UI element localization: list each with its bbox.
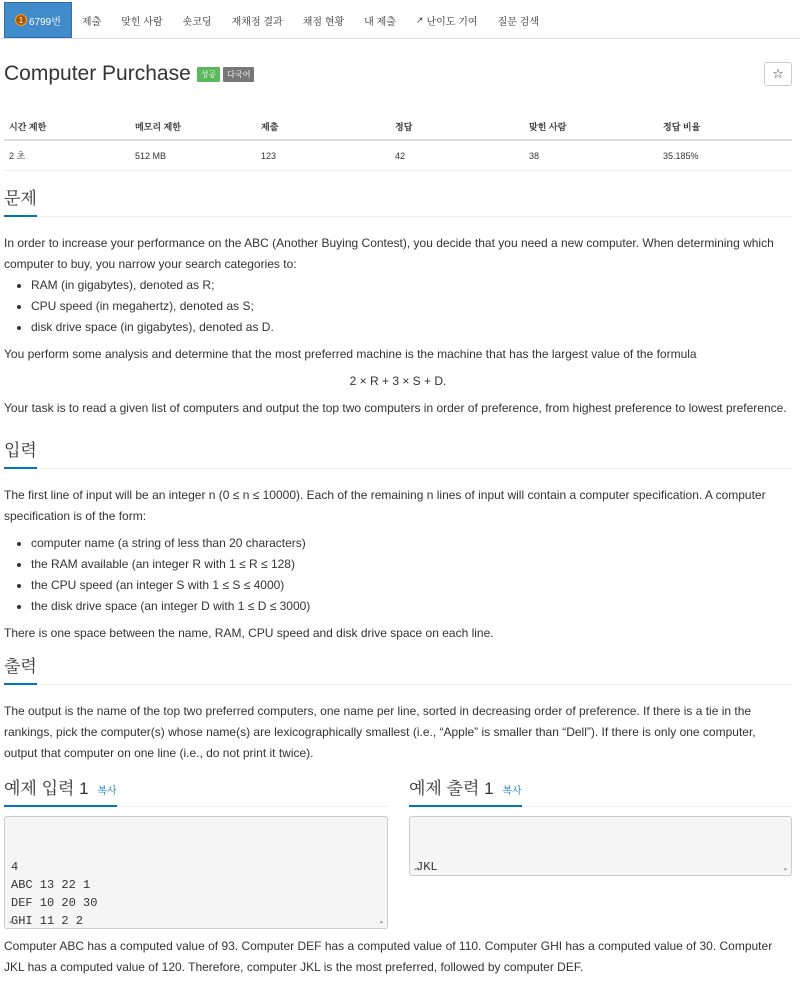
scroll-right-icon: ▸ (783, 866, 788, 874)
sample-input-title: 예제 입력 1 (4, 779, 89, 798)
list-item: • disk drive space (in gigabytes), denoted as D. (31, 317, 792, 338)
input-heading: 입력 (4, 436, 37, 469)
sample-output-box[interactable] (409, 816, 792, 876)
header-memory-limit: 메모리 제한 (130, 116, 256, 140)
input-paragraph: The first line of input will be an integer n (0 ≤ n ≤ 10000). Each of the remaining n lines of input will contain a computer specification. A computer specification is of the form: (4, 488, 766, 523)
scroll-right-icon: ▸ (379, 919, 384, 927)
tab-problem-label: 6799번 (29, 16, 61, 28)
star-icon: ☆ (772, 66, 784, 81)
success-badge: 성공 (197, 67, 220, 82)
tab-solved-users[interactable]: 맞힌 사람 (121, 16, 163, 28)
sample-output-title: 예제 출력 1 (409, 779, 494, 798)
tab-difficulty-label: 난이도 기여 (426, 16, 478, 28)
tab-status[interactable]: 채점 현황 (302, 16, 345, 28)
problem-nav (0, 0, 800, 40)
submissions-value: 123 (256, 140, 390, 171)
table-row (4, 140, 792, 171)
header-accepted: 정답 (390, 116, 524, 140)
problem-title: Computer Purchase (4, 62, 191, 85)
input-section (4, 436, 792, 644)
sample-input-box[interactable] (4, 816, 388, 929)
description-paragraph: Your task is to read a given list of computers and output the top two computers in order of preference, from highest preference to lowest preference. (4, 401, 787, 415)
time-limit-value: 2 초 (4, 140, 130, 171)
sample-output-header (409, 774, 792, 807)
tier-medal-icon: 1 (15, 14, 27, 26)
list-item: • CPU speed (in megahertz), denoted as S; (31, 296, 792, 317)
accepted-value: 42 (390, 140, 524, 171)
sample-note (4, 936, 792, 978)
category-list (31, 275, 792, 338)
list-item: • RAM (in gigabytes), denoted as R; (31, 275, 792, 296)
header-time-limit: 시간 제한 (4, 116, 130, 140)
header-accept-ratio: 정답 비율 (658, 116, 792, 140)
output-section (4, 652, 792, 764)
memory-limit-value: 512 MB (130, 140, 256, 171)
tab-my-submissions[interactable]: 내 제출 (364, 16, 396, 28)
scroll-left-icon: ◂ (413, 866, 418, 874)
sample-output-text: JKL (416, 860, 438, 874)
list-item: • computer name (a string of less than 20 characters) (31, 533, 792, 554)
description-paragraph: You perform some analysis and determine that the most preferred machine is the machine that has the largest value of the formula (4, 347, 697, 361)
favorite-button[interactable] (764, 62, 792, 86)
solved-users-value: 38 (524, 140, 658, 171)
formula: 2 × R + 3 × S + D. (349, 374, 447, 388)
external-link-icon: ↗ (415, 14, 424, 25)
horizontal-scrollbar[interactable] (410, 865, 791, 875)
tab-question-search[interactable]: 질문 검색 (497, 16, 539, 28)
description-heading: 문제 (4, 184, 37, 217)
sample-input-text: 4 ABC 13 22 1 DEF 10 20 30 GHI 11 2 2 (11, 860, 98, 928)
multilang-badge: 다국어 (223, 67, 254, 82)
copy-input-button[interactable]: 복사 (97, 786, 117, 797)
header-solved-users: 맞힌 사람 (524, 116, 658, 140)
list-item: • the disk drive space (an integer D with 1 ≤ D ≤ 3000) (31, 596, 792, 617)
tab-short-coding[interactable]: 숏코딩 (182, 16, 212, 28)
nav-divider (0, 38, 800, 39)
tab-submit[interactable]: 제출 (81, 16, 102, 28)
tab-difficulty-contribution[interactable] (406, 2, 488, 38)
sample-output-heading (409, 774, 522, 807)
output-heading: 출력 (4, 652, 37, 685)
scroll-left-icon: ◂ (8, 919, 13, 927)
header-submissions: 제출 (256, 116, 390, 140)
description-section (4, 184, 792, 419)
sample-input-header (4, 774, 388, 807)
sample-note-text: Computer ABC has a computed value of 93. Computer DEF has a computed value of 110. Computer GHI has a computed value of 30. Computer JKL has a computed value of 120. Therefore, computer JKL is the most preferred, followed by computer DEF. (4, 939, 773, 974)
horizontal-scrollbar[interactable] (5, 918, 387, 928)
problem-info-table (4, 116, 792, 171)
accept-ratio-value: 35.185% (658, 140, 792, 171)
spec-list (31, 533, 792, 617)
tab-rejudge-results[interactable]: 재채점 결과 (231, 16, 283, 28)
copy-output-button[interactable]: 복사 (502, 786, 522, 797)
input-paragraph: There is one space between the name, RAM, CPU speed and disk drive space on each line. (4, 626, 494, 640)
output-paragraph: The output is the name of the top two preferred computers, one name per line, sorted in decreasing order of preference. If there is a tie in the rankings, pick the computer(s) whose name(s) are lexicographically smallest (i.e., “Apple” is smaller than “Dell”). If there is only one computer, output that computer on one line (i.e., do not print it twice). (4, 704, 756, 760)
sample-input-heading (4, 774, 117, 807)
list-item: • the CPU speed (an integer S with 1 ≤ S ≤ 4000) (31, 575, 792, 596)
problem-title-row (4, 62, 254, 86)
tab-problem[interactable] (4, 2, 72, 38)
table-header-row (4, 116, 792, 140)
description-paragraph: In order to increase your performance on the ABC (Another Buying Contest), you decide that you need a new computer. When determining which computer to buy, you narrow your search categories to: (4, 236, 774, 271)
list-item: • the RAM available (an integer R with 1 ≤ R ≤ 128) (31, 554, 792, 575)
